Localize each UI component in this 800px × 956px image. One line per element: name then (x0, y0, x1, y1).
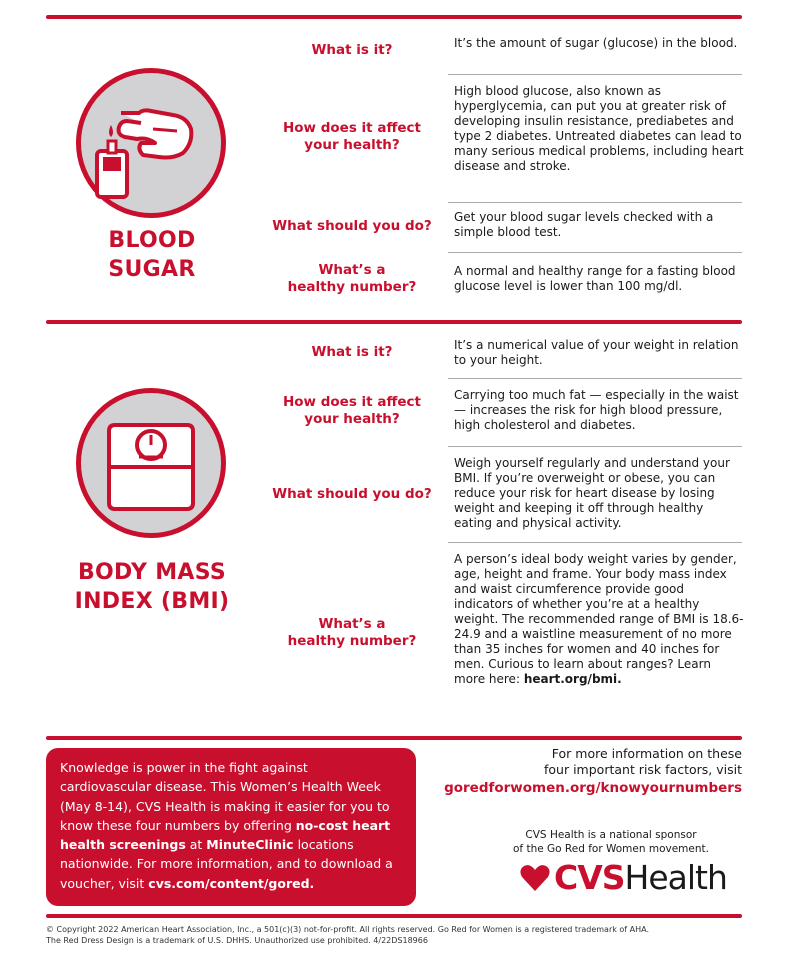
question-label: What should you do? (272, 218, 432, 234)
more-info-link[interactable]: goredforwomen.org/knowyournumbers (444, 780, 742, 796)
answer-text: It’s the amount of sugar (glucose) in the blood. (454, 36, 738, 50)
bmi-icon-column (46, 326, 258, 736)
row-divider (448, 74, 742, 75)
answer-text: A normal and healthy range for a fasting blood glucose level is lower than 100 mg/dl. (454, 264, 736, 293)
answer-text: High blood glucose, also known as hyperglycemia, can put you at greater risk of developing insulin resistance, prediabetes and type 2 diabetes. Untreated diabetes can lead to many serious medical problems, including heart disease and stroke. (454, 84, 744, 173)
bmi-section (46, 326, 742, 736)
bmi-title: BODY MASS INDEX (BMI) (74, 560, 230, 614)
blood-sugar-icon-column (46, 20, 258, 320)
answer-text: Get your blood sugar levels checked with a simple blood test. (454, 210, 714, 239)
row-divider (448, 252, 742, 253)
answer-text: A person’s ideal body weight varies by gender, age, height and frame. Your body mass index and waist circumference provide good indicators of whether you’re at a healthy weight. The recommended range of BMI is 18.6-24.9 and a waistline measurement of no more than 35 inches for women and 40 inches for men. Curious to learn about ranges? Learn more here: heart.org/bmi. (454, 552, 744, 686)
cvs-health-logo (520, 858, 742, 902)
question-label: How does it affect your health? (282, 394, 421, 427)
answer-text: Carrying too much fat — especially in the waist — increases the risk for high blood pressure, high cholesterol and diabetes. (454, 388, 739, 432)
row-divider (448, 542, 742, 543)
glucose-meter-icon (76, 68, 226, 218)
answer-text: Weigh yourself regularly and understand your BMI. If you’re overweight or obese, you can reduce your risk for heart disease by losing weight and keeping it off through healthy eating and physical activity. (454, 456, 730, 530)
heart-icon (520, 864, 550, 892)
bmi-link[interactable]: heart.org/bmi. (523, 672, 622, 686)
question-label: What should you do? (272, 486, 432, 502)
sponsor-text: CVS Health is a national sponsor of the Go Red for Women movement. (513, 829, 709, 855)
scale-icon (76, 388, 226, 538)
row-divider (448, 446, 742, 447)
question-label: What is it? (311, 344, 393, 360)
copyright-text: © Copyright 2022 American Heart Association, Inc., a 501(c)(3) not-for-profit. All rights reserved. Go Red for Women is a registered trademark of AHA. The Red Dress Design is a trademark of U.S. DHHS. Unauthorized use prohibited. 4/22DS18966 (46, 925, 650, 945)
blood-sugar-title: BLOOD SUGAR (108, 228, 196, 282)
cvs-health-wordmark: CVSHealth (554, 858, 727, 897)
row-divider (448, 202, 742, 203)
callout-link[interactable]: cvs.com/content/gored. (148, 875, 315, 891)
top-rule (46, 15, 742, 19)
question-label: What’s a healthy number? (287, 616, 417, 649)
middle-rule (46, 320, 742, 324)
bottom-rule (46, 736, 742, 740)
more-info-text: For more information on these four important risk factors, visit (544, 746, 742, 777)
callout-box: Knowledge is power in the fight against cardiovascular disease. This Women’s Health Week (May 8-14), CVS Health is making it easier for you to know these four numbers by offering no-cost heart health screenings at MinuteClinic locations nationwide. For more information, and to download a voucher, visit cvs.com/content/gored. (46, 748, 416, 906)
row-divider (448, 378, 742, 379)
blood-sugar-section (46, 20, 742, 320)
question-label: What is it? (311, 42, 393, 58)
question-label: How does it affect your health? (282, 120, 421, 153)
footer-rule (46, 914, 742, 918)
question-label: What’s a healthy number? (287, 262, 417, 295)
answer-text: It’s a numerical value of your weight in relation to your height. (454, 338, 739, 367)
